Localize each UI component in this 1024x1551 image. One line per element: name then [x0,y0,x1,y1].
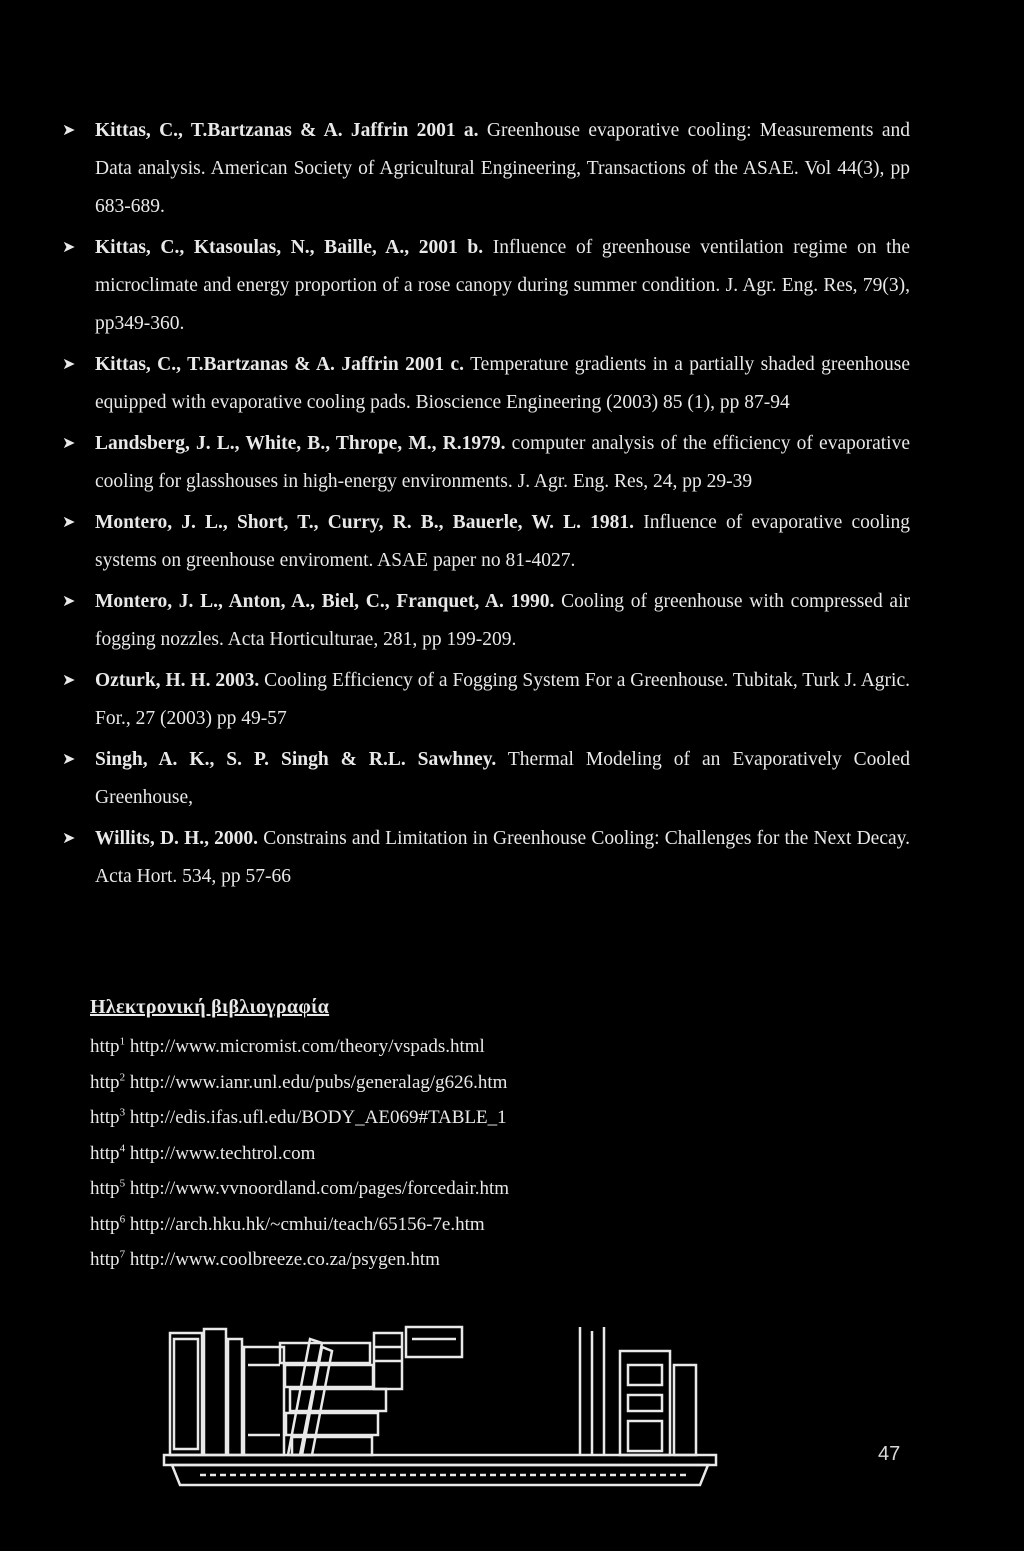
arrow-bullet-icon: ➤ [62,239,76,256]
web-link-item [90,1029,810,1065]
link-label: http [90,1071,120,1093]
web-link-item [90,1065,810,1101]
reference-item [62,229,910,343]
link-url[interactable]: http://www.techtrol.com [129,1142,316,1164]
link-number: 7 [119,1248,126,1261]
reference-authors: Montero, J. L., Anton, A., Biel, C., Franquet, A. 1990. [95,591,555,612]
reference-text: Cooling Efficiency of a Fogging System For a Greenhouse. Tubitak, Turk J. Agric. For., 27 (2003) pp 49-57 [95,670,911,729]
reference-authors: Willits, D. H., 2000. [95,828,259,849]
link-label: http [90,1178,120,1199]
link-number: 2 [119,1071,126,1084]
web-link-item [90,1207,810,1243]
link-url[interactable]: http://www.micromist.com/theory/vspads.html [129,1036,485,1057]
link-number: 3 [119,1106,126,1119]
references-list [62,112,910,899]
reference-authors: Singh, A. K., S. P. Singh & R.L. Sawhney. [95,749,497,770]
bookshelf-clipart-icon [160,1325,720,1495]
link-label: http [90,1142,120,1164]
reference-item [62,662,910,738]
web-bibliography [90,996,810,1278]
reference-item [62,346,910,422]
arrow-bullet-icon: ➤ [62,672,76,689]
reference-authors: Montero, J. L., Short, T., Curry, R. B., Bauerle, W. L. 1981. [95,512,635,533]
arrow-bullet-icon: ➤ [62,122,76,139]
arrow-bullet-icon: ➤ [62,514,76,531]
link-number: 1 [119,1035,126,1048]
reference-text: Cooling of greenhouse with compressed air fogging nozzles. Acta Horticulturae, 281, pp 199-209. [95,591,910,650]
reference-item [62,112,910,226]
reference-item [62,583,910,659]
reference-item [62,425,910,501]
reference-authors: Kittas, C., T.Bartzanas & A. Jaffrin 2001 c. [95,354,465,375]
link-label: http [90,1036,120,1057]
reference-text: Greenhouse evaporative cooling: Measurements and Data analysis. American Society of Agricultural Engineering, Transactions of the ASAE. Vol 44(3), pp 683-689. [95,120,910,217]
reference-text: computer analysis of the efficiency of evaporative cooling for glasshouses in high-energy environments. J. Agr. Eng. Res, 24, pp 29-39 [95,433,910,492]
reference-authors: Landsberg, J. L., White, B., Thrope, M., R.1979. [95,433,506,454]
web-link-item [90,1171,810,1207]
link-number: 5 [119,1177,126,1190]
reference-authors: Kittas, C., Ktasoulas, N., Baille, A., 2001 b. [95,237,484,258]
arrow-bullet-icon: ➤ [62,593,76,610]
link-url[interactable]: http://arch.hku.hk/~cmhui/teach/65156-7e.htm [129,1213,485,1235]
link-url[interactable]: http://www.vvnoordland.com/pages/forcedair.htm [129,1178,510,1199]
web-link-item [90,1242,810,1278]
arrow-bullet-icon: ➤ [62,830,76,847]
reference-authors: Ozturk, H. H. 2003. [95,670,260,691]
link-label: http [90,1107,120,1128]
reference-text: Constrains and Limitation in Greenhouse Cooling: Challenges for the Next Decay. Acta Hort. 534, pp 57-66 [95,828,910,887]
link-label: http [90,1213,120,1235]
link-number: 4 [119,1142,126,1155]
link-url[interactable]: http://www.ianr.unl.edu/pubs/generalag/g626.htm [129,1071,508,1093]
reference-text: Influence of evaporative cooling systems on greenhouse enviroment. ASAE paper no 81-4027. [95,512,910,571]
reference-text: Temperature gradients in a partially shaded greenhouse equipped with evaporative cooling pads. Bioscience Engineering (2003) 85 (1), pp 87-94 [95,354,910,413]
reference-item [62,504,910,580]
arrow-bullet-icon: ➤ [62,435,76,452]
web-link-item [90,1100,810,1136]
reference-item [62,820,910,896]
web-bibliography-heading: Ηλεκτρονική βιβλιογραφία [90,996,330,1018]
arrow-bullet-icon: ➤ [62,356,76,373]
web-link-item [90,1136,810,1172]
page-number: 47 [878,1443,901,1465]
arrow-bullet-icon: ➤ [62,751,76,768]
reference-item [62,741,910,817]
link-number: 6 [119,1213,126,1226]
reference-text: Thermal Modeling of an Evaporatively Cooled Greenhouse, [95,749,910,808]
link-label: http [90,1249,120,1270]
link-url[interactable]: http://edis.ifas.ufl.edu/BODY_AE069#TABLE_1 [129,1107,507,1128]
reference-authors: Kittas, C., T.Bartzanas & A. Jaffrin 2001 a. [95,120,479,141]
reference-text: Influence of greenhouse ventilation regime on the microclimate and energy proportion of a rose canopy during summer condition. J. Agr. Eng. Res, 79(3), pp349-360. [95,237,910,334]
link-url[interactable]: http://www.coolbreeze.co.za/psygen.htm [129,1249,440,1270]
